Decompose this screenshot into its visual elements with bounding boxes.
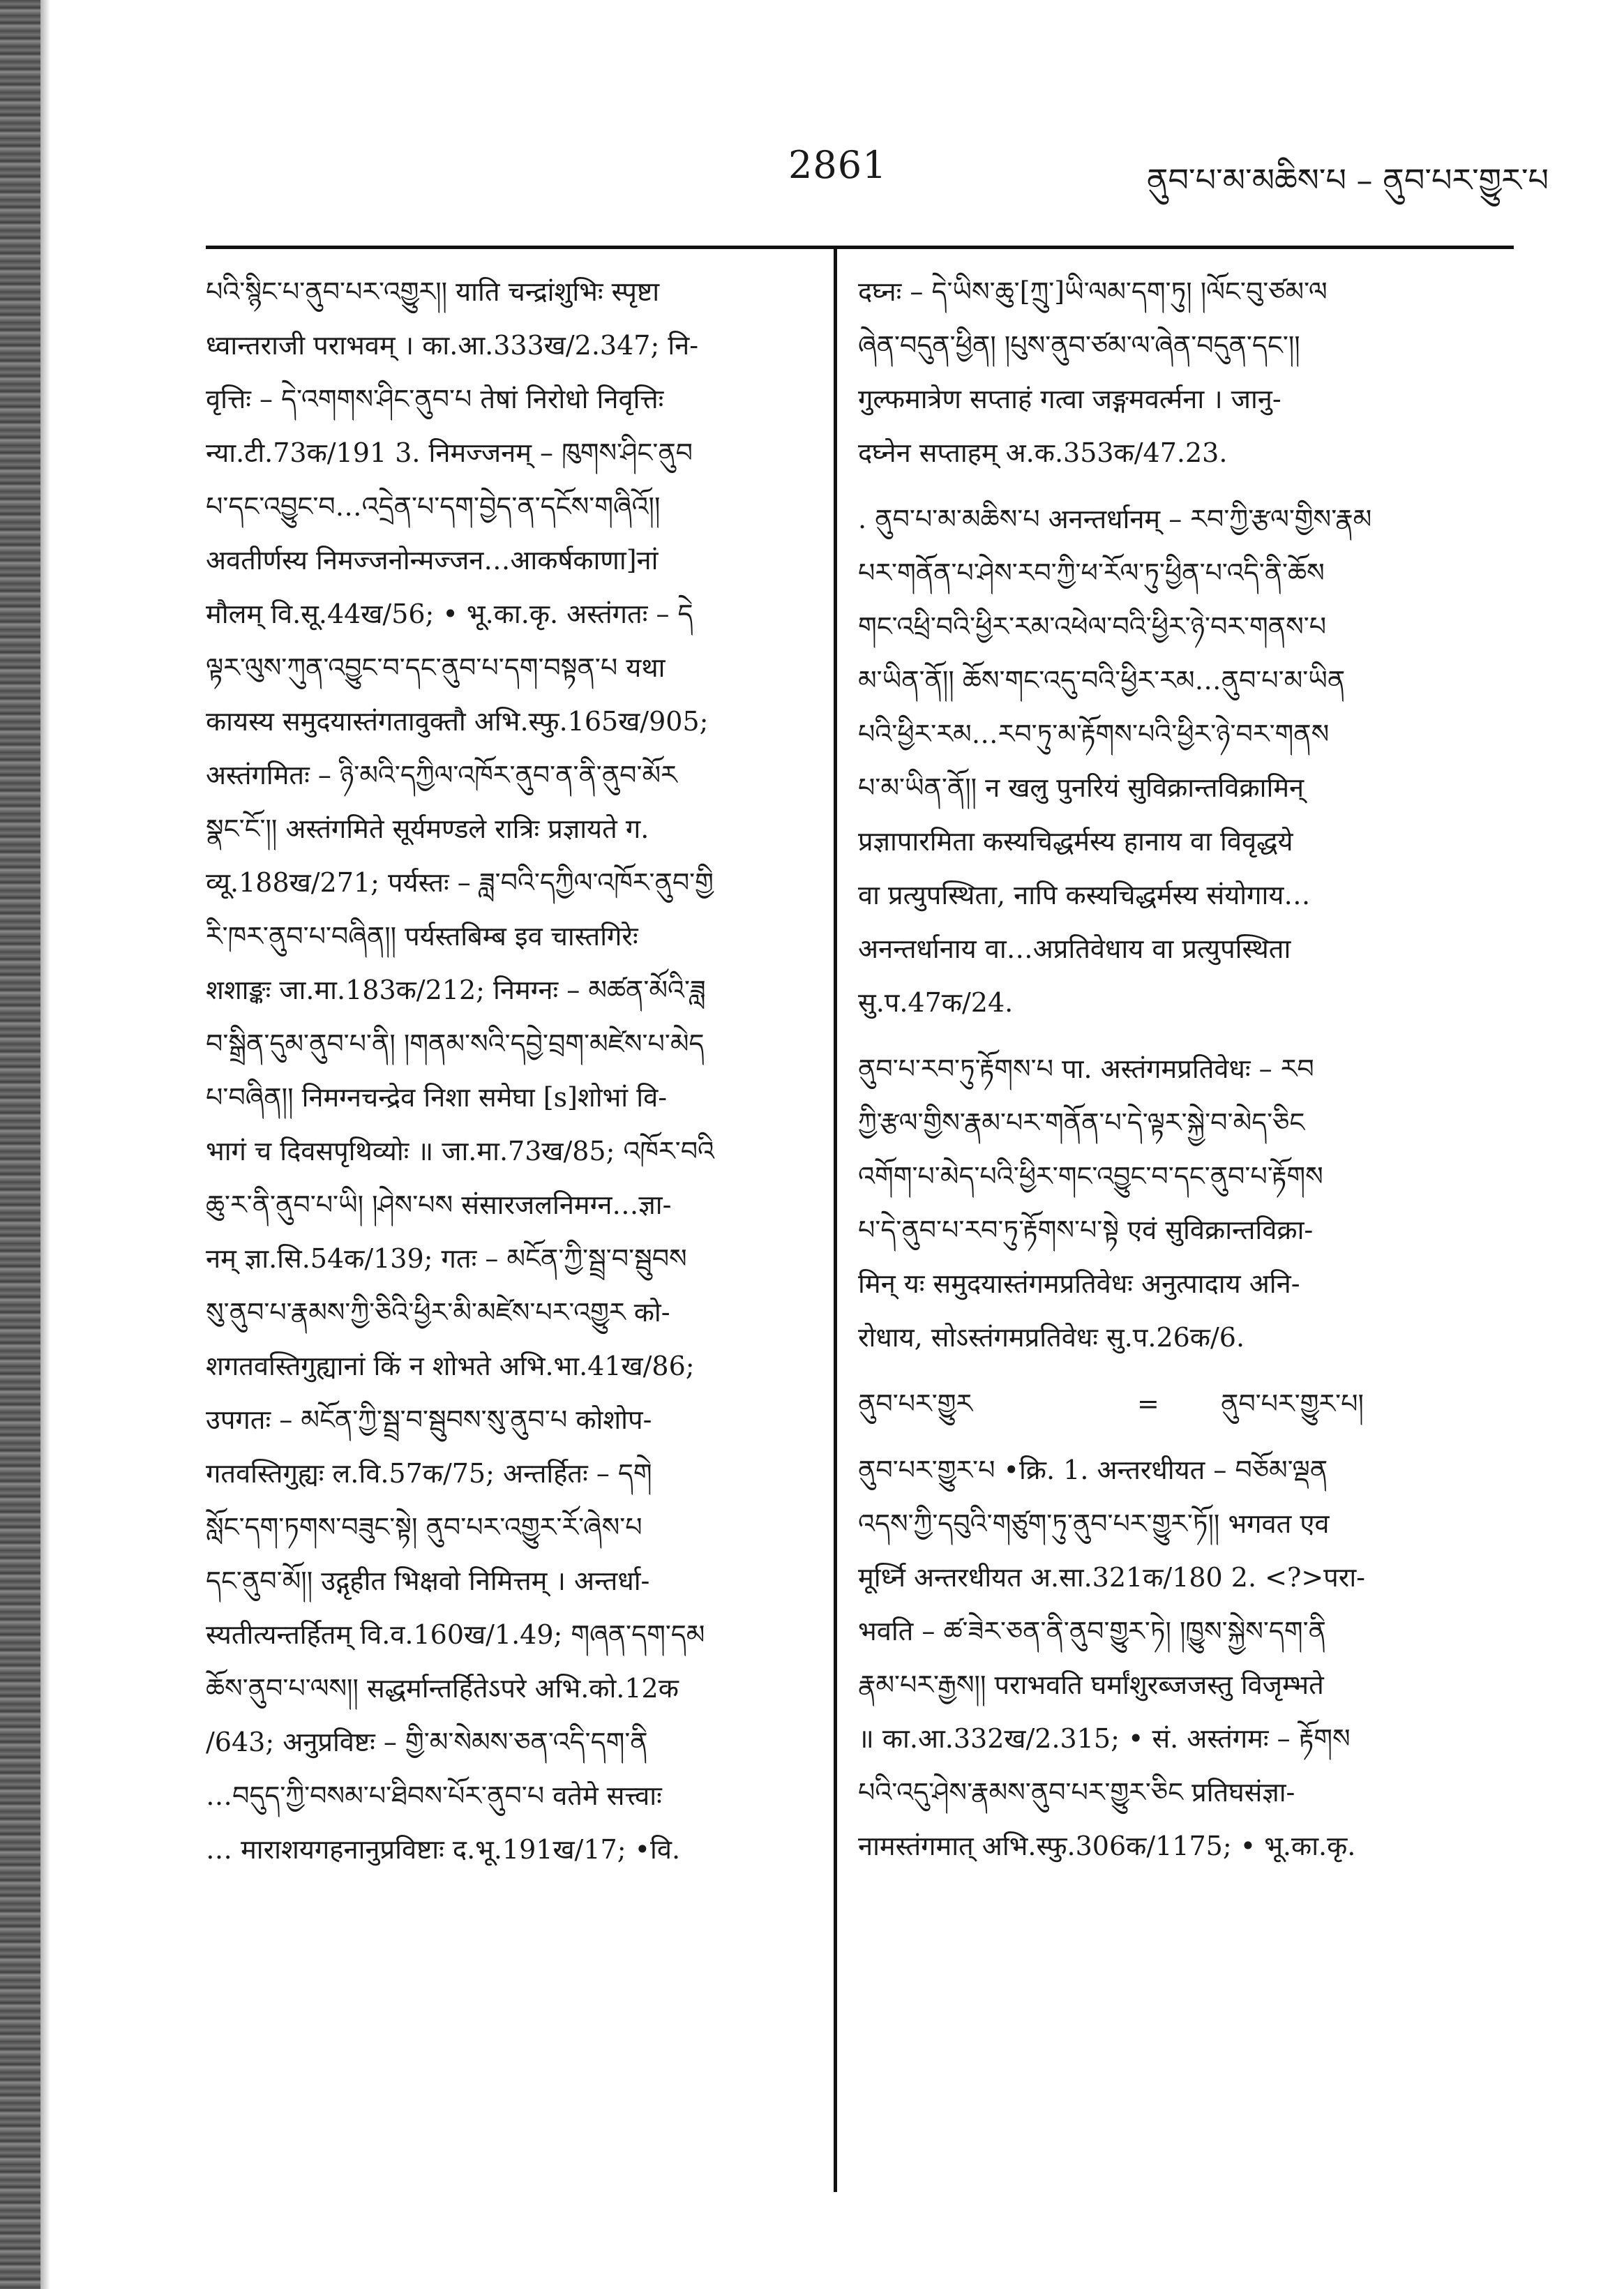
text-line: …བདུད་ཀྱི་བསམ་པ་ཐིབས་པོར་ནུབ་པ वतेमे सत्त्वाः — [206, 1780, 662, 1811]
text-line: འདས་ཀྱི་དབུའི་གཙུག་ཏུ་ནུབ་པར་གྱུར་ཏོ།། भगवत एव — [858, 1508, 1330, 1539]
text-line: मूर्ध्नि अन्तरधीयत अ.सा.321क/180 2. <?>परा- — [858, 1562, 1365, 1593]
crossref-head: ནུབ་པར་གྱུར — [858, 1388, 973, 1419]
text-line: པའི་ཕྱིར་རམ…རབ་ཏུ་མ་རྟོགས་པའི་ཕྱིར་ཉེ་བར་གནས — [858, 719, 1330, 749]
text-line: भवति – ཚ་ཟེར་ཅན་ནི་ནུབ་གྱུར་ཏེ། །ཁྱུས་སྐྱེས་དག་ནི — [858, 1616, 1326, 1646]
text-line: པའི་འདུ་ཤེས་རྣམས་ནུབ་པར་གྱུར་ཅིང प्रतिघसंज्ञा- — [858, 1777, 1295, 1808]
text-line: རྣམ་པར་རྒྱས།། पराभवति घर्मांशुरब्जजस्तु विजृम्भते — [858, 1669, 1324, 1700]
text-line: ལྟར་ལུས་ཀུན་འབྱུང་བ་དང་ནུབ་པ་དག་བསྟན་པ यथा — [206, 652, 666, 683]
text-line: कायस्य समुदयास्तंगतावुक्तौ अभि.स्फु.165ख/905; — [206, 706, 709, 737]
text-line: अनन्तर्धानाय वा…अप्रतिवेधाय वा प्रत्युपस्थिता — [858, 933, 1291, 964]
text-line: ཆུ་ར་ནི་ནུབ་པ་ཡི། །ཤེས་པས संसारजलनिमग्न…ज्ञा- — [206, 1189, 672, 1220]
text-line: པའི་སྙིང་པ་ནུབ་པར་འགྱུར།། याति चन्द्रांशुभिः स्पृष्टा — [206, 276, 660, 307]
text-line: པ་དང་འབྱུང་བ…འདྲེན་པ་དག་བྱེད་ན་དངོས་གཞིའོ།། — [206, 491, 661, 522]
text-line: /643; अनुप्रविष्टः – གྱི་མ་སེམས་ཅན་འདི་དག་ནི — [206, 1727, 648, 1757]
text-line: ཆོས་ནུབ་པ་ལས།། सद्धर्मान्तर्हितेऽपरे अभि.को.12क — [206, 1673, 679, 1704]
text-line: འགོག་པ་མེད་པའི་ཕྱིར་གང་འབྱུང་བ་དང་ནུབ་པ་རྟོགས — [858, 1161, 1323, 1192]
text-line: शशाङ्कः जा.मा.183क/212; निमग्नः – མཚན་མོའི་ཟླ — [206, 975, 706, 1005]
text-line: गतवस्तिगुह्यः ल.वि.57क/75; अन्तर्हितः – དགེ — [206, 1458, 652, 1489]
text-line: दघ्नेन सप्ताहम् अ.क.353क/47.23. — [858, 437, 1228, 468]
text-line: བ་སྒྲིན་དུམ་ནུབ་པ་ནི། །གནམ་སའི་དབྱེ་བྲག་མཛེས་པ་མེད — [206, 1028, 705, 1059]
text-line: दघ्नः – དེ་ཡིས་ཆུ་[ཀྲུ་]ཡི་ལམ་དག་ཏུ། །ལོང་བུ་ཙམ་ལ — [858, 276, 1328, 307]
column-divider — [834, 246, 837, 2192]
text-line: པ་མ་ཡིན་ནོ།། न खलु पुनरियं सुविक्रान्तविक्रामिन् — [858, 772, 1305, 803]
dictionary-entry — [858, 1042, 1507, 1365]
text-line: ॥ का.आ.332ख/2.315; • सं. अस्तंगमः – རྟོགས — [858, 1723, 1351, 1754]
text-line: སུ་ནུབ་པ་རྣམས་ཀྱི་ཅིའི་ཕྱིར་མི་མཛེས་པར་འགྱུར को- — [206, 1297, 670, 1328]
crossref-target: ནུབ་པར་གྱུར་པ། — [1221, 1388, 1364, 1419]
text-line: ཞེན་བདུན་ཕྱིན། །པུས་ནུབ་ཙམ་ལ་ཞེན་བདུན་དང་།། — [858, 330, 1300, 361]
crossref-equals: = — [1137, 1388, 1159, 1419]
text-line: नम् ज्ञा.सि.54क/139; गतः – མངོན་ཀྱི་སྦྲ་བ་སྦུབས — [206, 1243, 687, 1274]
text-line: उपगतः – མངོན་ཀྱི་སྦྲ་བ་སྦུབས་སུ་ནུབ་པ कोशोप- — [206, 1404, 652, 1435]
text-line: व्यू.188ख/271; पर्यस्तः – ཟླ་བའི་དཀྱིལ་འཁོར་ནུབ་གྱི — [206, 867, 714, 898]
right-column — [858, 265, 1507, 1873]
text-line: པ་དེ་ནུབ་པ་རབ་ཏུ་རྟོགས་པ་སྟེ एवं सुविक्रान्तविक्रा- — [858, 1215, 1314, 1245]
text-line: वृत्तिः – དེ་འགགས་ཤིང་ནུབ་པ तेषां निरोधो निवृत्तिः — [206, 384, 664, 414]
dictionary-entry — [858, 1443, 1507, 1873]
running-head: ནུབ་པ་མ་མཆིས་པ – ནུབ་པར་གྱུར་པ — [1146, 161, 1549, 199]
text-line: མ་ཡིན་ནོ།། ཆོས་གང་འདུ་བའི་ཕྱིར་རམ…ནུབ་པ་མ་ཡིན — [858, 665, 1346, 696]
text-line: मौलम् वि.सू.44ख/56; • भू.का.कृ. अस्तंगतः – དེ — [206, 599, 693, 629]
text-line: गुल्फमात्रेण सप्ताहं गत्वा जङ्गमवर्त्मना । जानु- — [858, 384, 1281, 414]
text-line: གང་འཕྲི་བའི་ཕྱིར་རམ་འཕེལ་བའི་ཕྱིར་ཉེ་བར་གནས་པ — [858, 611, 1327, 642]
text-line: རི་ཁར་ནུབ་པ་བཞིན།། पर्यस्तबिम्ब इव चास्तगिरेः — [206, 921, 638, 952]
text-line: नामस्तंगमात् अभि.स्फु.306क/1175; • भू.का.कृ. — [858, 1831, 1356, 1861]
text-line: པར་གནོན་པ་ཤེས་རབ་ཀྱི་ཕ་རོལ་ཏུ་ཕྱིན་པ་འདི་ནི་ཆོས — [858, 557, 1325, 588]
text-line: དང་ནུབ་མོ།། उद्गृहीत भिक्षवो निमित्तम् । अन्तर्धा- — [206, 1566, 650, 1596]
text-line: ཀྱི་རྩལ་གྱིས་རྣམ་པར་གནོན་པ་དེ་ལྟར་སྐྱེ་བ་མེད་ཅིང — [858, 1107, 1305, 1138]
text-line: སློང་དག་ཏགས་བཟུང་སྟེ། ནུབ་པར་འགྱུར་རོ་ཞེས་པ — [206, 1512, 642, 1543]
text-line: प्रज्ञापारमिता कस्यचिद्धर्मस्य हानाय वा विवृद्धये — [858, 826, 1293, 857]
text-line: . ནུབ་པ་མ་མཆིས་པ अनन्तर्धानम् – རབ་ཀྱི་རྩལ་གྱིས་རྣམ — [858, 504, 1372, 534]
text-line: सु.प.47क/24. — [858, 987, 1014, 1018]
page-number: 2861 — [788, 143, 887, 187]
left-column — [206, 265, 799, 1877]
text-line: भागं च दिवसपृथिव्योः ॥ जा.मा.73ख/85; འཁོར་བའི — [206, 1136, 714, 1166]
text-line: रोधाय, सोऽस्तंगमप्रतिवेधः सु.प.26क/6. — [858, 1322, 1245, 1353]
dictionary-entry — [858, 493, 1507, 1030]
text-line: वा प्रत्युपस्थिता, नापि कस्यचिद्धर्मस्य संयोगाय… — [858, 880, 1311, 910]
text-line: ध्वान्तराजी पराभवम् । का.आ.333ख/2.347; नि- — [206, 330, 699, 361]
text-line: … माराशयगहनानुप्रविष्टाः द.भू.191ख/17; •वि. — [206, 1834, 681, 1865]
text-line: न्या.टी.73क/191 3. निमज्जनम् – ཁུགས་ཤིང་ནུབ — [206, 437, 693, 468]
text-line: ནུབ་པ་རབ་ཏུ་རྟོགས་པ पा. अस्तंगमप्रतिवेधः – རབ — [858, 1053, 1314, 1084]
text-line: अस्तंगमितः – ཉི་མའི་དཀྱིལ་འཁོར་ནུབ་ན་ནི་ནུབ་མོར — [206, 760, 677, 790]
text-line: शगतवस्तिगुह्यानां किं न शोभते अभि.भा.41ख/86; — [206, 1351, 695, 1381]
header-rule — [206, 246, 1514, 249]
text-line: ནུབ་པར་གྱུར་པ •क्रि. 1. अन्तरधीयत – བཅོམ་ལྡན — [858, 1455, 1328, 1485]
text-line: स्यतीत्यन्तर्हितम् वि.व.160ख/1.49; གཞན་དག་དམ — [206, 1619, 705, 1650]
book-binding-edge — [0, 0, 40, 2289]
text-line: अवतीर्णस्य निमज्जनोन्मज्जन…आकर्षकाणा]नां — [206, 545, 659, 576]
cross-reference — [858, 1377, 1507, 1431]
dictionary-entry — [858, 265, 1507, 480]
text-line: मिन् यः समुदयास्तंगमप्रतिवेधः अनुत्पादाय अनि- — [858, 1268, 1300, 1299]
text-line: སྣང་ངོ་།། अस्तंगमिते सूर्यमण्डले रात्रिः प्रज्ञायते ग. — [206, 813, 649, 844]
text-line: པ་བཞིན།། निमग्नचन्द्रेव निशा समेघा [s]शोभां वि- — [206, 1082, 668, 1113]
